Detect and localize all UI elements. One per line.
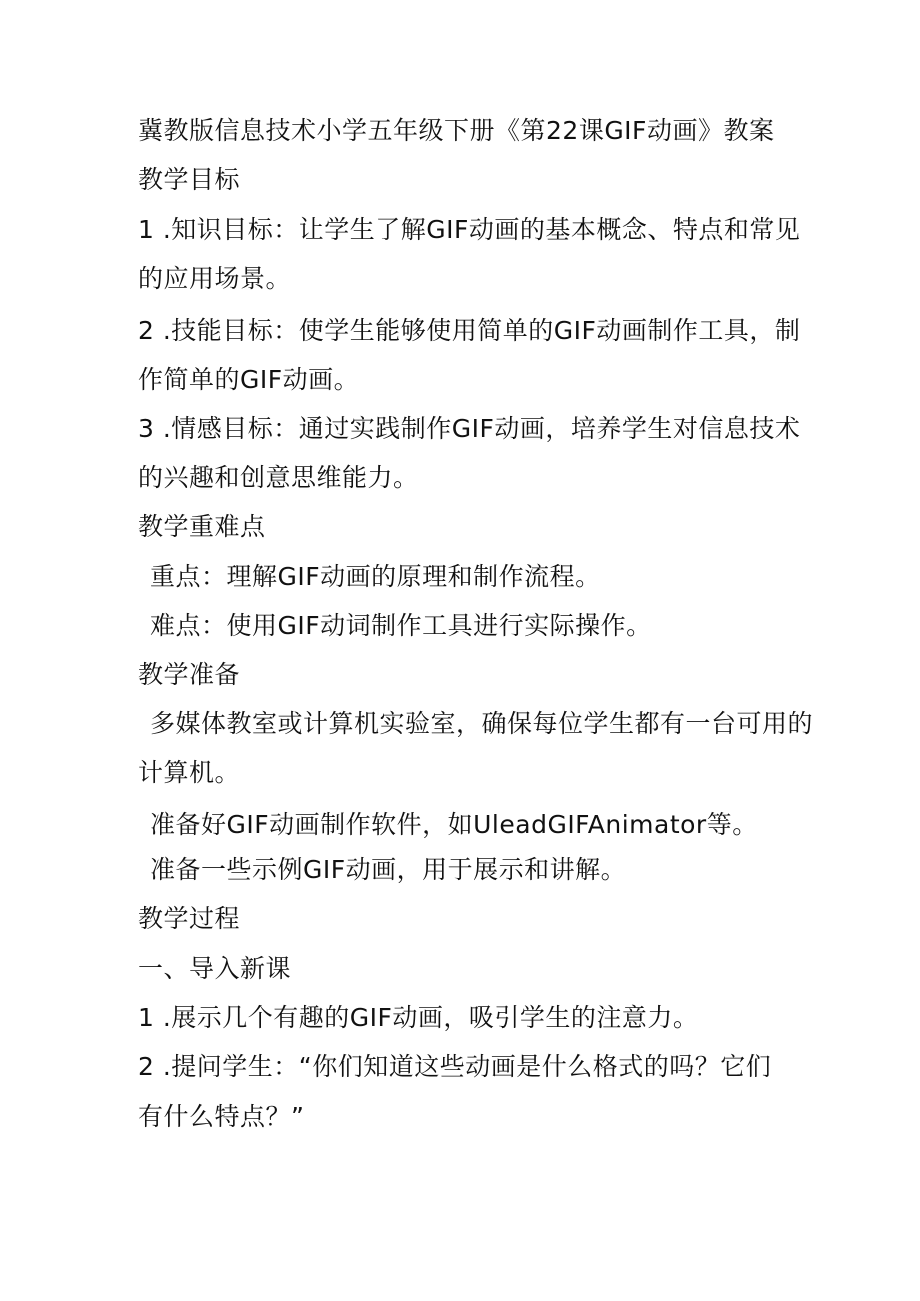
focus-point: 重点：理解GIF动画的原理和制作流程。 xyxy=(150,562,601,591)
preparation-1-line-1: 多媒体教室或计算机实验室，确保每位学生都有一台可用的 xyxy=(150,709,814,738)
objectives-heading: 教学目标 xyxy=(138,165,241,194)
objective-3-line-1: 3 .情感目标：通过实践制作GIF动画，培养学生对信息技术 xyxy=(138,414,801,443)
key-points-heading: 教学重难点 xyxy=(138,512,266,541)
process-part-1-heading: 一、导入新课 xyxy=(138,954,292,983)
document-title: 冀教版信息技术小学五年级下册《第22课GIF动画》教案 xyxy=(138,116,775,145)
preparation-2: 准备好GIF动画制作软件，如UleadGIFAnimator等。 xyxy=(150,810,758,839)
objective-2-line-1: 2 .技能目标：使学生能够使用简单的GIF动画制作工具，制 xyxy=(138,316,801,345)
preparation-heading: 教学准备 xyxy=(138,660,241,689)
process-step-1: 1 .展示几个有趣的GIF动画，吸引学生的注意力。 xyxy=(138,1003,699,1032)
preparation-1-line-2: 计算机。 xyxy=(138,758,241,787)
preparation-3: 准备一些示例GIF动画，用于展示和讲解。 xyxy=(150,855,627,884)
process-step-2-line-1: 2 .提问学生：“你们知道这些动画是什么格式的吗？它们 xyxy=(138,1052,772,1081)
difficulty-point: 难点：使用GIF动词制作工具进行实际操作。 xyxy=(150,611,652,640)
process-heading: 教学过程 xyxy=(138,904,241,933)
objective-1-line-2: 的应用场景。 xyxy=(138,264,292,293)
objective-1-line-1: 1 .知识目标：让学生了解GIF动画的基本概念、特点和常见 xyxy=(138,215,801,244)
objective-2-line-2: 作简单的GIF动画。 xyxy=(138,365,360,394)
objective-3-line-2: 的兴趣和创意思维能力。 xyxy=(138,463,419,492)
process-step-2-line-2: 有什么特点？” xyxy=(138,1102,305,1131)
